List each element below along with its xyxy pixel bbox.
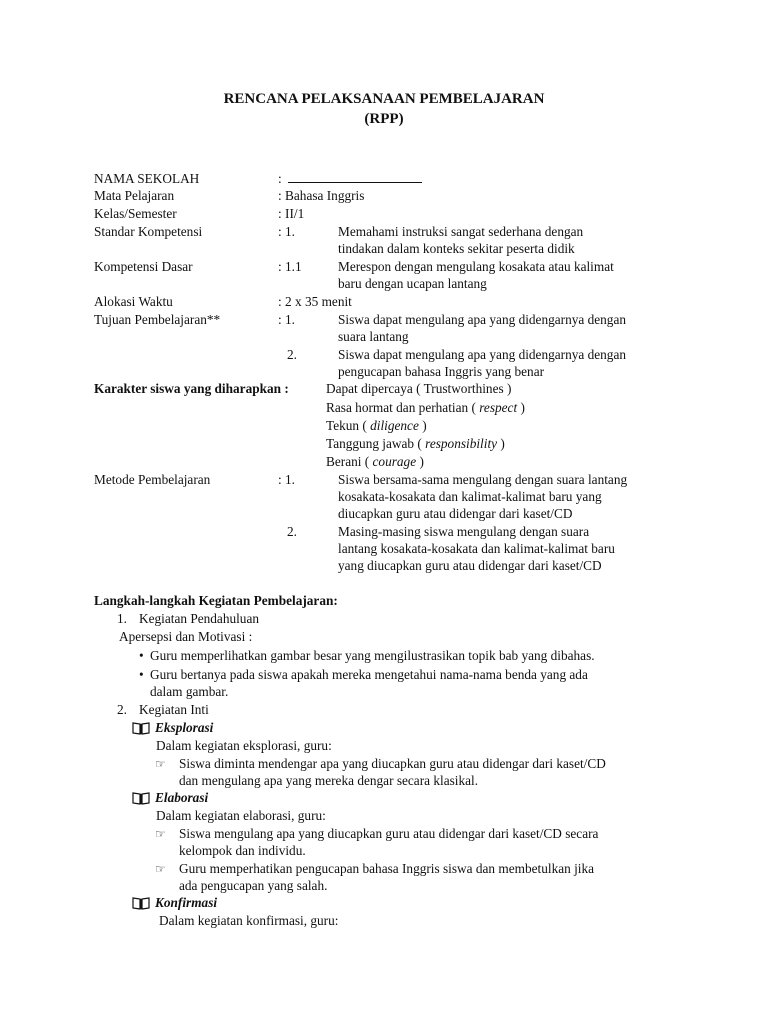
metode-label: Metode Pembelajaran <box>94 472 211 487</box>
apersepsi-label: Apersepsi dan Motivasi : <box>119 629 253 644</box>
eksplorasi-point1: Siswa diminta mendengar apa yang diucapkan guru atau didengar dari kaset/CD <box>179 756 606 771</box>
langkah-heading: Langkah-langkah Kegiatan Pembelajaran: <box>94 593 338 608</box>
colon: : <box>278 171 282 186</box>
bullet-text: Guru bertanya pada siswa apakah mereka mengetahui nama-nama benda yang ada <box>150 667 588 682</box>
karakter-item: Tekun ( diligence ) <box>326 418 427 433</box>
metode1-line2: kosakata-kosakata dan kalimat-kalimat baru yang <box>338 489 602 504</box>
document-subtitle: (RPP) <box>364 111 404 127</box>
eksplorasi-heading: Eksplorasi <box>155 720 214 735</box>
elaborasi-point1: Siswa mengulang apa yang diucapkan guru atau didengar dari kaset/CD secara <box>179 826 599 841</box>
alokasi-value: : 2 x 35 menit <box>278 294 352 309</box>
nama-sekolah-field <box>278 170 422 188</box>
karakter-item: Rasa hormat dan perhatian ( respect ) <box>326 400 525 415</box>
alokasi-label: Alokasi Waktu <box>94 294 173 309</box>
metode2-line3: yang diucapkan guru atau didengar dari kaset/CD <box>338 558 602 573</box>
pointing-hand-icon: ☞ <box>155 757 166 771</box>
open-book-icon <box>132 721 150 735</box>
elaborasi-heading: Elaborasi <box>155 790 209 805</box>
metode2-line2: lantang kosakata-kosakata dan kalimat-kalimat baru <box>338 541 615 556</box>
document-title: RENCANA PELAKSANAAN PEMBELAJARAN <box>223 91 545 107</box>
tujuan-label: Tujuan Pembelajaran** <box>94 312 221 327</box>
elaborasi-point1-cont: kelompok dan individu. <box>179 843 306 858</box>
pointing-hand-icon: ☞ <box>155 862 166 876</box>
tujuan2-num: 2. <box>287 347 297 362</box>
sk-label: Standar Kompetensi <box>94 224 203 239</box>
metode1-line3: diucapkan guru atau didengar dari kaset/CD <box>338 506 573 521</box>
open-book-icon <box>132 896 150 910</box>
metode2-line1: Masing-masing siswa mengulang dengan suara <box>338 524 590 539</box>
tujuan1-line1: Siswa dapat mengulang apa yang didengarnya dengan <box>338 312 627 327</box>
bullet-icon: • <box>139 667 144 682</box>
eksplorasi-intro: Dalam kegiatan eksplorasi, guru: <box>156 738 332 753</box>
tujuan2-line1: Siswa dapat mengulang apa yang didengarnya dengan <box>338 347 627 362</box>
step2-title: Kegiatan Inti <box>139 702 209 717</box>
step1-title: Kegiatan Pendahuluan <box>139 611 260 626</box>
nama-sekolah-label: NAMA SEKOLAH <box>94 171 200 186</box>
open-book-icon <box>132 791 150 805</box>
tujuan2-line2: pengucapan bahasa Inggris yang benar <box>338 364 545 379</box>
kelas-value: : II/1 <box>278 206 305 221</box>
eksplorasi-point1-cont: dan mengulang apa yang mereka dengar secara klasikal. <box>179 773 479 788</box>
step1-num: 1. <box>117 611 127 626</box>
metode1-num: : 1. <box>278 472 295 487</box>
konfirmasi-heading: Konfirmasi <box>155 895 218 910</box>
elaborasi-point2: Guru memperhatikan pengucapan bahasa Inggris siswa dan membetulkan jika <box>179 861 595 876</box>
tujuan1-num: : 1. <box>278 312 295 327</box>
kd-num: : 1.1 <box>278 259 302 274</box>
mata-pelajaran-value: : Bahasa Inggris <box>278 188 365 203</box>
sk-line2: tindakan dalam konteks sekitar peserta didik <box>338 241 575 256</box>
karakter-label: Karakter siswa yang diharapkan : <box>94 381 289 396</box>
konfirmasi-intro: Dalam kegiatan konfirmasi, guru: <box>159 913 339 928</box>
kd-label: Kompetensi Dasar <box>94 259 193 274</box>
karakter-item: Tanggung jawab ( responsibility ) <box>326 436 505 451</box>
karakter-item: Berani ( courage ) <box>326 454 424 469</box>
kd-line2: baru dengan ucapan lantang <box>338 276 487 291</box>
blank-line <box>288 170 422 183</box>
elaborasi-intro: Dalam kegiatan elaborasi, guru: <box>156 808 326 823</box>
bullet-text: Guru memperlihatkan gambar besar yang mengilustrasikan topik bab yang dibahas. <box>150 648 595 663</box>
elaborasi-point2-cont: ada pengucapan yang salah. <box>179 878 328 893</box>
metode2-num: 2. <box>287 524 297 539</box>
bullet-icon: • <box>139 648 144 663</box>
metode1-line1: Siswa bersama-sama mengulang dengan suara lantang <box>338 472 628 487</box>
kelas-label: Kelas/Semester <box>94 206 177 221</box>
sk-num: : 1. <box>278 224 295 239</box>
bullet-text-cont: dalam gambar. <box>150 684 229 699</box>
mata-pelajaran-label: Mata Pelajaran <box>94 188 175 203</box>
sk-line1: Memahami instruksi sangat sederhana dengan <box>338 224 584 239</box>
kd-line1: Merespon dengan mengulang kosakata atau kalimat <box>338 259 614 274</box>
karakter-item: Dapat dipercaya ( Trustworthines ) <box>326 381 512 396</box>
step2-num: 2. <box>117 702 127 717</box>
tujuan1-line2: suara lantang <box>338 329 409 344</box>
pointing-hand-icon: ☞ <box>155 827 166 841</box>
